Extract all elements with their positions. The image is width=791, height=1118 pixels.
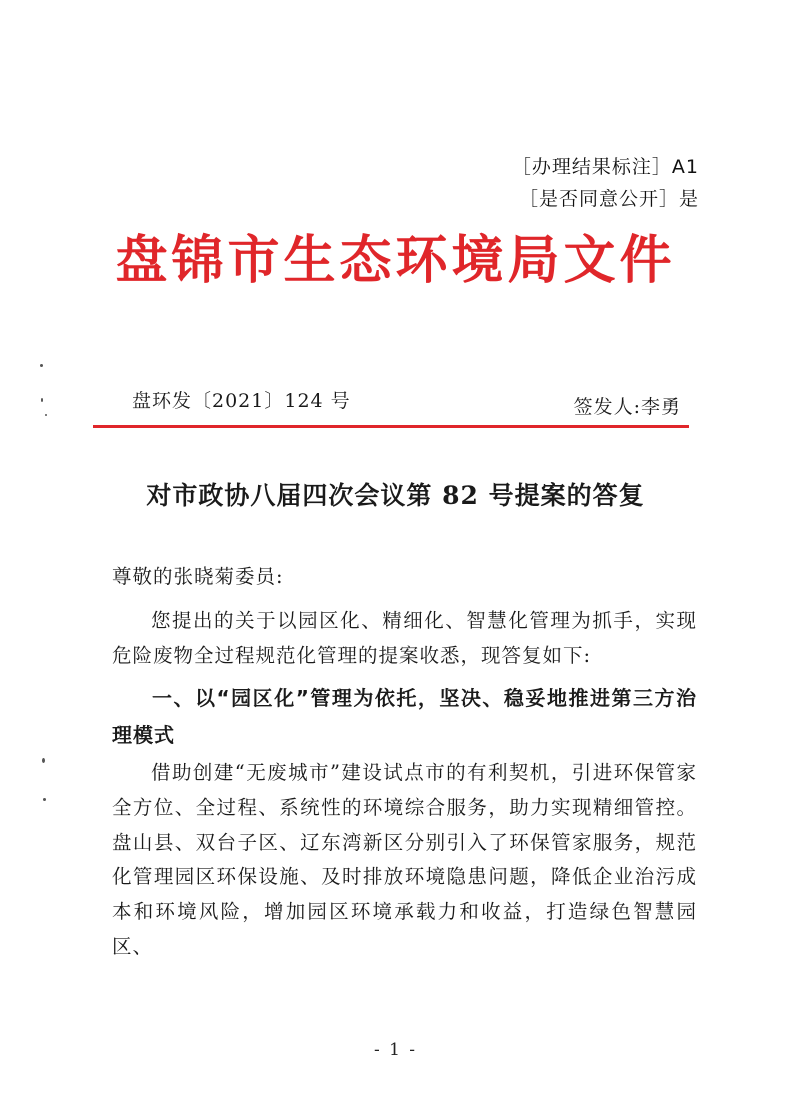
scan-mark: [41, 398, 43, 402]
scan-mark: [40, 364, 43, 367]
document-number: 盘环发〔2021〕124 号: [132, 390, 351, 412]
paragraph-section-1: 借助创建“无废城市”建设试点市的有利契机，引进环保管家全方位、全过程、系统性的环境综合服务，助力实现精细管控。盘山县、双台子区、辽东湾新区分别引入了环保管家服务，规范化管理园区环保设施、及时排放环境隐患问题，降低企业治污成本和环境风险，增加园区环境承载力和收益，打造绿色智慧园区、: [112, 761, 697, 958]
section-heading-1: 一、以“园区化”管理为依托，坚决、稳妥地推进第三方治理模式: [112, 686, 697, 747]
scan-mark: [43, 798, 46, 801]
paragraph-intro: 您提出的关于以园区化、精细化、智慧化管理为抓手，实现危险废物全过程规范化管理的提案收悉，现答复如下:: [112, 609, 697, 667]
red-divider-line: [93, 425, 689, 428]
issuer-header: 盘锦市生态环境局文件: [115, 231, 676, 291]
document-title: 对市政协八届四次会议第 82 号提案的答复: [146, 481, 645, 510]
scan-mark: [45, 414, 47, 416]
page-number: - 1 -: [373, 1040, 418, 1060]
scan-mark: [42, 758, 45, 763]
public-consent-annotation: ［是否同意公开］是: [518, 188, 699, 210]
signer: 签发人:李勇: [573, 396, 681, 418]
salutation: 尊敬的张晓菊委员:: [112, 565, 284, 588]
result-annotation: ［办理结果标注］A1: [511, 156, 699, 178]
